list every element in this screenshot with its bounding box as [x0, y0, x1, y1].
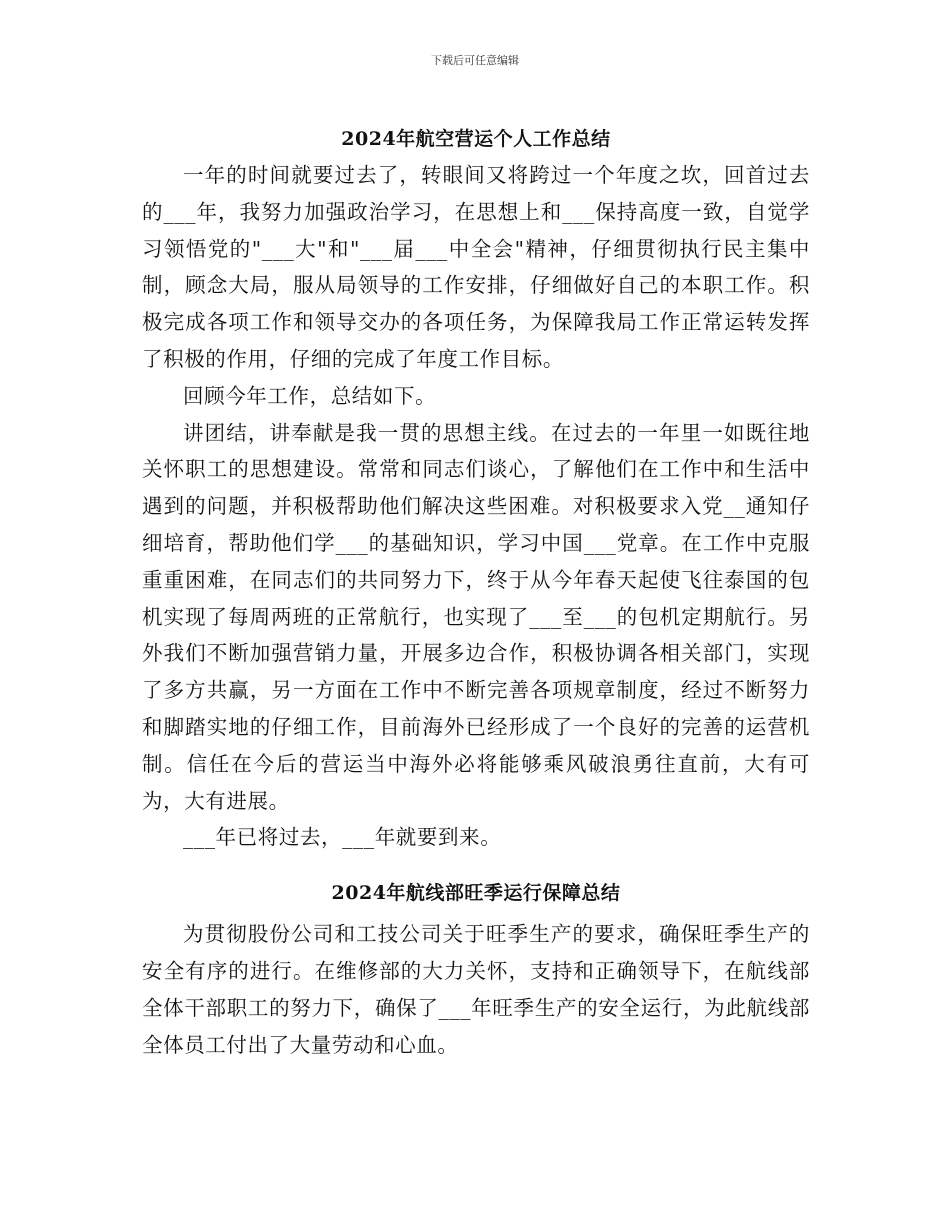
- document-body: [142, 121, 810, 1063]
- page-header-note: 下载后可任意编辑: [431, 54, 519, 67]
- section-2-paragraph-1: 为贯彻股份公司和工技公司关于旺季生产的要求，确保旺季生产的安全有序的进行。在维修部的大力关怀，支持和正确领导下，在航线部全体干部职工的努力下，确保了___年旺季生产的安全运行，为此航线部全体员工付出了大量劳动和心血。: [142, 922, 810, 1057]
- section-1-title: 2024年航空营运个人工作总结: [341, 128, 611, 150]
- section-1-paragraph-1: 一年的时间就要过去了，转眼间又将跨过一个年度之坎，回首过去的___年，我努力加强政治学习，在思想上和___保持高度一致，自觉学习领悟党的"___大"和"___届___中全会"精神，仔细贯彻执行民主集中制，顾念大局，服从局领导的工作安排，仔细做好自己的本职工作。积极完成各项工作和领导交办的各项任务，为保障我局工作正常运转发挥了积极的作用，仔细的完成了年度工作目标。: [142, 163, 810, 371]
- section-1-paragraph-3: 讲团结，讲奉献是我一贯的思想主线。在过去的一年里一如既往地关怀职工的思想建设。常常和同志们谈心，了解他们在工作中和生活中遇到的问题，并积极帮助他们解决这些困难。对积极要求入党__通知仔细培育，帮助他们学___的基础知识，学习中国___党章。在工作中克服重重困难，在同志们的共同努力下，终于从今年春天起使飞往泰国的包机实现了每周两班的正常航行，也实现了___至___的包机定期航行。另外我们不断加强营销力量，开展多边合作，积极协调各相关部门，实现了多方共赢，另一方面在工作中不断完善各项规章制度，经过不断努力和脚踏实地的仔细工作，目前海外已经形成了一个良好的完善的运营机制。信任在今后的营运当中海外必将能够乘风破浪勇往直前，大有可为，大有进展。: [142, 420, 810, 813]
- section-2-title: 2024年航线部旺季运行保障总结: [331, 882, 621, 905]
- section-1-paragraph-4: ___年已将过去，___年就要到来。: [183, 825, 502, 850]
- section-1-paragraph-2: 回顾今年工作，总结如下。: [183, 383, 437, 408]
